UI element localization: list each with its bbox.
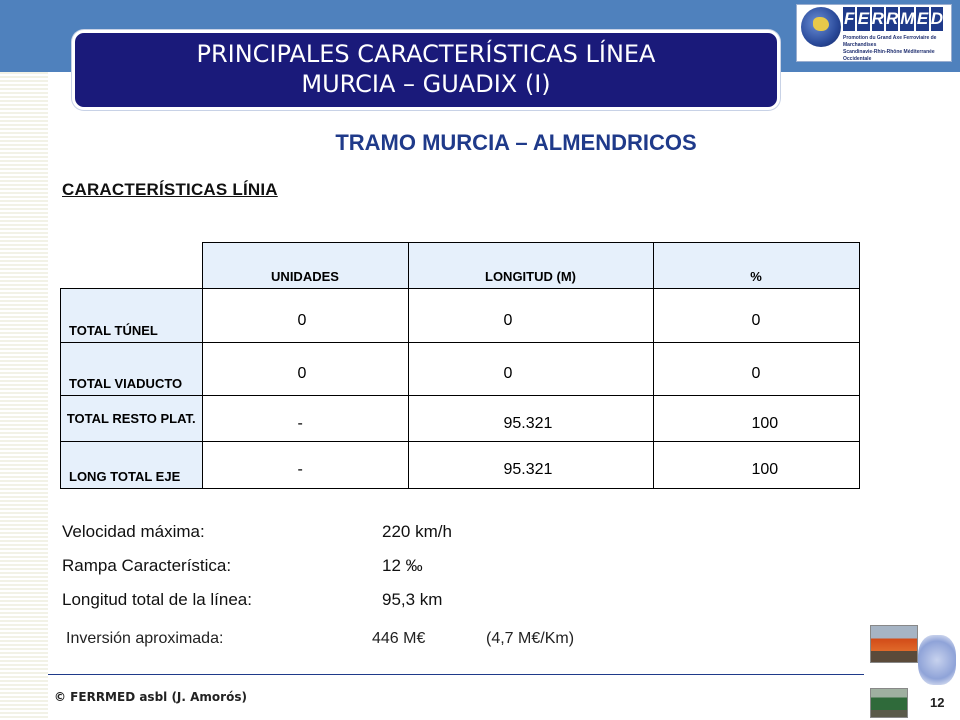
row-label: LONG TOTAL EJE <box>61 442 203 489</box>
characteristics-heading: CARACTERÍSTICAS LÍNIA <box>62 180 278 199</box>
logo-letter: D <box>931 7 943 31</box>
characteristics-table <box>60 242 860 489</box>
feature-value-speed: 220 km/h <box>382 522 452 541</box>
investment-label: Inversión aproximada: <box>66 630 224 647</box>
cell-percent: 100 <box>653 396 859 442</box>
row-label: TOTAL RESTO PLAT. <box>61 396 203 442</box>
row-label: TOTAL VIADUCTO <box>61 343 203 396</box>
globe-icon <box>801 7 841 47</box>
footer-divider <box>48 674 864 675</box>
cell-unidades: 0 <box>202 343 408 396</box>
logo-letter: R <box>872 7 884 31</box>
logo-tagline-line-2: Scandinavie-Rhin-Rhône Méditerranée Occidentale <box>843 49 935 62</box>
investment-amount: 446 M€ <box>372 630 426 647</box>
feature-value-length: 95,3 km <box>382 590 443 609</box>
header-percent: % <box>653 243 859 289</box>
table-row <box>61 442 860 489</box>
logo-tagline <box>843 35 949 63</box>
cell-percent: 0 <box>653 289 859 343</box>
feature-label-gradient: Rampa Característica: <box>62 556 232 575</box>
logo-tagline-line-1: Promotion du Grand Axe Ferroviaire de Marchandises <box>843 35 937 48</box>
table-corner <box>61 243 203 289</box>
cell-longitud: 95.321 <box>408 442 653 489</box>
cell-longitud: 95.321 <box>408 396 653 442</box>
header-longitud: LONGITUD (M) <box>408 243 653 289</box>
cell-longitud: 0 <box>408 343 653 396</box>
feature-label-length: Longitud total de la línea: <box>62 590 252 609</box>
logo-letter: M <box>900 7 914 31</box>
table-row <box>61 289 860 343</box>
table-header-row <box>61 243 860 289</box>
table-row <box>61 343 860 396</box>
cell-percent: 100 <box>653 442 859 489</box>
title-line-1: PRINCIPALES CARACTERÍSTICAS LÍNEA <box>196 40 656 68</box>
ferrmed-logo <box>796 4 952 62</box>
table-row <box>61 396 860 442</box>
copyright: © FERRMED asbl (J. Amorós) <box>54 690 247 704</box>
europe-map-image <box>918 635 956 685</box>
logo-wordmark <box>843 7 943 31</box>
investment-per-km: (4,7 M€/Km) <box>486 630 575 647</box>
title-box <box>72 30 780 110</box>
logo-letter: F <box>843 7 855 31</box>
logo-letter: E <box>857 7 869 31</box>
cell-unidades: 0 <box>202 289 408 343</box>
header-unidades: UNIDADES <box>202 243 408 289</box>
cell-unidades: - <box>202 442 408 489</box>
row-label: TOTAL TÚNEL <box>61 289 203 343</box>
train-photo-1 <box>870 625 918 663</box>
cell-unidades: - <box>202 396 408 442</box>
logo-letter: R <box>886 7 898 31</box>
cell-percent: 0 <box>653 343 859 396</box>
cell-longitud: 0 <box>408 289 653 343</box>
feature-label-speed: Velocidad máxima: <box>62 522 205 541</box>
page-number: 12 <box>930 695 945 710</box>
section-subtitle: TRAMO MURCIA – ALMENDRICOS <box>335 130 697 155</box>
feature-value-gradient: 12 ‰ <box>382 556 423 575</box>
title-line-2: MURCIA – GUADIX (I) <box>301 70 551 98</box>
left-stripe <box>0 72 48 720</box>
train-photo-2 <box>870 688 908 718</box>
logo-letter: E <box>916 7 928 31</box>
